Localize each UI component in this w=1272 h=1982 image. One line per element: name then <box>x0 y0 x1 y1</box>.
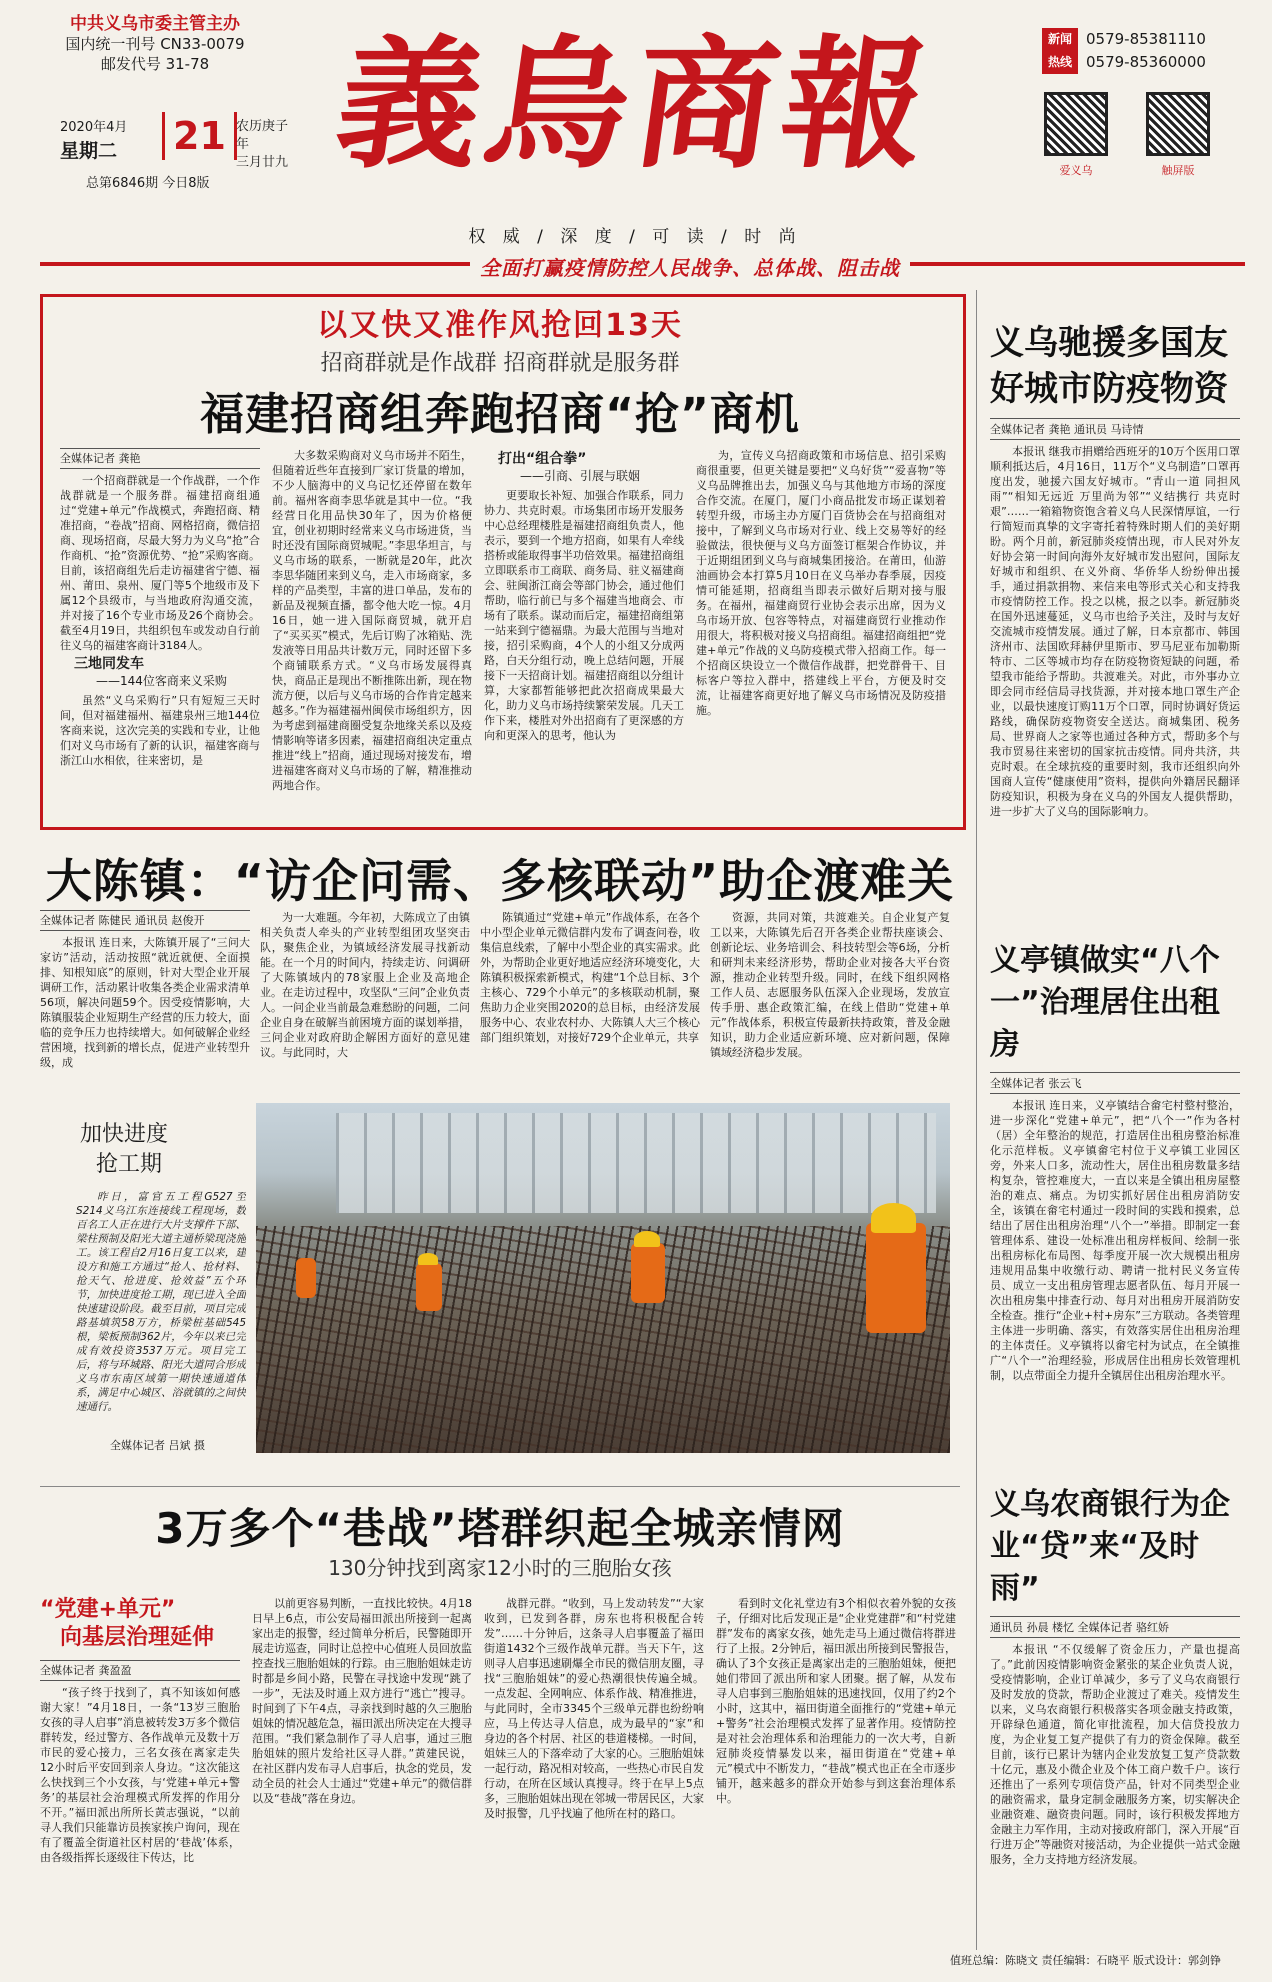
date-year-month: 2020年4月 <box>60 120 128 135</box>
story-1-col-1 <box>60 448 260 808</box>
story-1-byline: 全媒体记者 龚艳 <box>60 448 260 469</box>
story-2-col-3 <box>480 910 700 1095</box>
footer-credit: 值班总编：陈晓文 责任编辑：石晓平 版式设计：郭剑铮 <box>950 1954 1221 1967</box>
right-3-body <box>990 1642 1240 1982</box>
right-1-headline: 义乌驰援多国友好城市防疫物资 <box>990 323 1228 409</box>
hotline-numbers <box>1086 28 1206 74</box>
date-lunar <box>236 118 290 172</box>
photo-caption-text: 昨日，富官五工程G527至S214义乌江东连接线工程现场，数百名工人正在进行大片支撑件下部、梁柱预制及阳光大道主通桥梁现浇施工。该工程自2月16日复工以来，建设方和施工方通过“抢人、抢材料、抢天气、抢进度、抢效益”五个环节，加快进度抢工期，现已进入全面快速建设阶段。截至目前，项目完成路基填筑58万方，桥梁桩基础545根，梁板预制362片，今年以来已完成有效投资3537万元。项目完工后，将与环城路、阳光大道同合形成义乌市东南区域第一期快速通道体系，满足中心城区、浴就镇的之间快速通行。 <box>76 1191 246 1413</box>
date-day: 21 <box>162 112 237 160</box>
masthead-slogan: 权 威 / 深 度 / 可 读 / 时 尚 <box>468 227 802 247</box>
right-story-2 <box>990 940 1240 1493</box>
masthead-info <box>40 14 270 74</box>
photo-feature-title-1: 加快进度 <box>80 1122 169 1147</box>
right-story-1 <box>990 320 1240 924</box>
qr-block-1 <box>1044 92 1108 178</box>
qr-label-2: 触屏版 <box>1161 164 1195 177</box>
right-column-rule <box>976 290 977 1950</box>
photo-feature-title <box>80 1120 168 1180</box>
masthead-org: 中共义乌市委主管主办 <box>70 14 240 34</box>
right-2-headline: 义亭镇做实“八个一”治理居住出租房 <box>990 943 1220 1062</box>
masthead-code-1: 国内统一刊号 CN33-0079 <box>65 35 245 53</box>
story-3-text-2: 以前更容易判断，一直找比较快。4月18日早上6点，市公安局福田派出所接到一起离家出走的报警，经过简单分析后，民警随即开展走访巡查，同时让总控中心值班人员回放监控查找三胞胎姐妹的行踪。由三胞胎姐妹走访时都是乡间小路，民警在寻找途中发现“跳了一步”，无法及时通上双方进行“逃亡”搜寻。时间到了下午4点，寻亲找到时越的久三胞胎姐妹的情况越危急，福田派出所决定在大搜寻范围。“我们紧急制作了寻人启事，通过三胞胎姐妹的照片发给社区寻人群。”黄建民说，在社区群内发布寻人启事后，执念的党员，发动全员的社会人士通过“党建+单元”的微信群以及“巷战”落在身边。 <box>252 1597 472 1805</box>
story-1-text-1b: 虽然“义乌采购行”只有短短三天时间，但对福建福州、福建泉州三地144位客商来说，这次完美的实践和专业，让他们对义乌市场有了新的认识，福建客商与浙江山水相依，往来密切，是 <box>60 694 260 767</box>
right-1-text: 本报讯 继我市捐赠给西班牙的10万个医用口罩顺利抵达后，4月16日，11万个“义乌制造”口罩再度出发，驰援六国友好城市。“青山一道 同担风雨”“相知无远近 万里尚为邻”“义结携行 共克时艰”……一箱箱物资饱含着义乌人民深情厚谊，一行行简短而真挚的文字寄托着特殊时期人们的美好期盼。两个月前，新冠肺炎疫情出现，市人民对外友好协会第一时间向海外友好城市发出慰问，国际友好城市和组织、在义外商、华侨华人纷纷伸出援手，通过捐款捐物、来信来电等形式关心和支持我市疫情防控工作。投之以桃，报之以李。新冠肺炎在国外迅速蔓延，义乌市也给予关注，及时与友好交流城市疫情发展。通过了解，日本京都市、韩国济州市、法国欧拜赫伊里斯市、罗马尼亚布加勒斯特市、二区等城市均存在防疫物资短缺的问题，希望我市能给予帮助。共渡难关。对此，市外事办立即会同市经信局寻找货源，并对接本地口罩生产企业，以最快速度订购11万个口罩，同时协调好货运路线，确保防疫物资安全送达。商城集团、税务局、世界商人之家等也通过各种方式，帮助多个与我市贸易往来密切的国家抗击疫情。同舟共济，共克时艰。在全球抗疫的重要时刻，我市还组织向外国商人宣传“健康使用”资料，提供向外籍居民翻译防疫知识，积极为身在义乌的外国友人提供帮助，进一步扩大了义乌的国际影响力。 <box>990 445 1240 818</box>
story-1-text-3: 更要取长补短、加强合作联系，同力协力、共克时艰。市场集团市场开发服务中心总经理楼胜是福建招商组负责人，他表示，要到一个地方招商，如果有人牵线搭桥或能取得事半功倍效果。福建招商组立即联系市工商联、商务局、驻义福建商会、驻闽浙江商会等部门协会，通过他们帮助，临行前已与多个福建当地商会、市场有了联系。谋动而后定，福建招商组第一站来到宁德福鼎。为最大范围与当地对接，招引采购商，4个人的小组又分成两路，白天分组行动，晚上总结问题，开展接下一天招商计划。福建招商组以分组计算，大家都暂能够把此次招商成果最大化，助力义乌市场持续繁荣发展。几天工作下来，楼胜对外出招商有了更深感的方向和更深入的思考，他认为 <box>484 489 684 742</box>
date-box <box>40 112 290 168</box>
photo-feature-title-2: 抢工期 <box>96 1152 163 1177</box>
story-2-col-2 <box>260 910 470 1095</box>
photo-hardhat <box>418 1253 438 1265</box>
phone-2: 0579-85360000 <box>1086 53 1206 71</box>
story-1-sub-1: 三地同发车 <box>74 656 144 672</box>
story-1-sub-1b: ——144位客商来义采购 <box>96 674 227 688</box>
construction-photo <box>256 1103 950 1453</box>
side-head-line-1: “党建+单元” <box>40 1597 176 1622</box>
story-2-col-1 <box>40 910 250 1095</box>
story-3-byline: 全媒体记者 龚盈盈 <box>40 1660 240 1681</box>
qr-code-icon[interactable] <box>1146 92 1210 156</box>
right-3-text: 本报讯 “不仅缓解了资金压力，产量也提高了。”此前因疫情影响资金紧张的某企业负责人说，受疫情影响，企业订单减少，多亏了义乌农商银行及时发放的贷款，帮助企业渡过了难关。疫情发生以来，义乌农商银行积极落实各项金融支持政策，开辟绿色通道，简化审批流程，加大信贷投放力度，为企业复工复产提供了有力的资金保障。截至目前，该行已累计为辖内企业发放复工复产贷款数十亿元，惠及小微企业及个体工商户数千户。该行还推出了一系列专项信贷产品，针对不同类型企业的融资需求，量身定制金融服务方案，切实解决企业融资难、融资贵问题。同时，该行积极发挥地方金融主力军作用，主动对接政府部门，深入开展“百行进万企”等融资对接活动，为企业提供一站式金融服务，全力支持地方经济发展。 <box>990 1643 1240 1866</box>
story-3-side-head <box>40 1596 240 1652</box>
story-3-rule <box>40 1486 960 1487</box>
story-3-col-3 <box>484 1596 704 1946</box>
date-weekday: 星期二 <box>60 140 118 162</box>
hotline-tag-line-1: 新闻 <box>1047 32 1072 46</box>
issue-number: 总第6846期 今日8版 <box>86 176 210 191</box>
hotline-tag <box>1042 28 1078 74</box>
qr-block-2 <box>1146 92 1210 178</box>
qr-label-1: 爱义乌 <box>1059 164 1093 177</box>
story-2-text-3: 陈镇通过“党建+单元”作战体系，在各个中小型企业单元微信群内发布了调查问卷，收集信息线索，了解中小型企业的真实需求。此外，为帮助企业更好地适应经济环境变化，大陈镇积极探索新模式，构建“1个总目标、3个主核心、729个小单元”的多核联动机制，聚焦助力企业突围2020的总目标，由经济发展服务中心、农业农村办、大陈镇人大三个核心部门组织策划，对接好729个企业单元，共享 <box>480 911 700 1044</box>
photo-hardhat <box>634 1231 660 1247</box>
story-1-col-4 <box>696 448 946 808</box>
photo-worker-figure <box>631 1243 665 1303</box>
story-3-subhead: 130分钟找到离家12小时的三胞胎女孩 <box>328 1556 672 1580</box>
masthead-code-2: 邮发代号 31-78 <box>100 55 210 73</box>
story-3-text-4: 看到时文化礼堂边有3个相似衣着外貌的女孩子，仔细对比后发现正是“企业党建群”和“村党建群”发布的离家女孩，她先走马上通过微信将群进行了上报。2分钟后，福田派出所接到民警报告，确认了3个女孩正是离家出走的三胞胎姐妹，便把她们带回了派出所和家人团聚。据了解，从发布寻人启事到三胞胎姐妹的迅速找回，仅用了约2个小时，这其中，福田街道全面推行的“党建+单元+警务”社会治理模式发挥了显著作用。疫情防控是对社会治理体系和治理能力的一次大考，自新冠肺炎疫情暴发以来，福田街道在“党建+单元”模式中不断发力，“巷战”模式也正在全市逐步铺开，越来越多的群众开始参与到这套治理体系中。 <box>716 1597 956 1805</box>
hotline-tag-line-2: 热线 <box>1047 55 1072 69</box>
story-2-text-4: 资源，共同对策，共渡难关。自企业复产复工以来，大陈镇先后召开各类企业帮扶座谈会、创新论坛、业务培训会、科技转型会等6场，分析和研判未来经济形势，帮助企业对接各大平台资源，推动企业转型升级。同时，在线下组织网格工作人员、志愿服务队伍深入企业现场，发放宣传手册、惠企政策汇编，在线上借助“党建+单元”作战体系，积极宣传最新扶持政策，普及金融知识，助力企业适应新环境、应对新问题，保障镇域经济稳步发展。 <box>710 911 950 1059</box>
right-2-body <box>990 1098 1240 1493</box>
story-1-sub-2b: ——引商、引展与联姻 <box>520 469 641 483</box>
right-story-3 <box>990 1484 1240 1982</box>
newspaper-logo: 義烏商報 <box>327 22 943 188</box>
story-3-col-1 <box>40 1660 240 1950</box>
photo-caption <box>76 1190 246 1430</box>
story-2-col-4 <box>710 910 950 1095</box>
right-2-byline: 全媒体记者 张云飞 <box>990 1072 1240 1094</box>
story-1-text-4: 为，宣传义乌招商政策和市场信息、招引采购商很重要，但更关键是要把“义乌好货”“爱喜物”等义乌品牌推出去，加强义乌与其他地方市场的深度合作交流。在厦门，厦门小商品批发市场正谋划着转型升级，市场主办方厦门百货协会在与招商组对接中，了解到义乌市场对行业、线上交易等好的经验做法，很快便与义乌方面签订框架合作协议，并于近期组团到义乌与商城集团接洽。在莆田，仙游油画协会本打算5月10日在义乌举办春季展，因疫情可能延期，招商组当即表示做好后期对接与服务。在福州，福建商贸行业协会表示出席，因为义乌市场开放、包容等特点，对福建商贸行业推动作用很大，将积极对接义乌招商组。福建招商组把“党建+单元”作战的义乌防疫模式带入招商工作。每一个招商区块设立一个微信作战群，把党群骨干、目标客户等拉入群中，搭建线上平台，方便及时交流，让福建客商更好地了解义乌市场情况及防疫措施。 <box>696 449 946 717</box>
right-3-byline: 通讯员 孙晨 楼忆 全媒体记者 骆红娇 <box>990 1616 1240 1638</box>
photo-credit: 全媒体记者 吕斌 摄 <box>110 1439 205 1452</box>
side-head-line-2: 向基层治理延伸 <box>60 1625 215 1650</box>
right-1-byline: 全媒体记者 龚艳 通讯员 马诗情 <box>990 418 1240 440</box>
story-1-headline: 福建招商组奔跑招商“抢”商机 <box>200 389 800 440</box>
story-1-text-1: 一个招商群就是一个作战群，一个作战群就是一个服务群。福建招商组通过“党建+单元”作战模式，奔跑招商、精准招商，“卷战”招商、网格招商，微信招商、现场招商，尽最大努力为义乌“抢”合作商机、“抢”资源优势、“抢”采购客商。目前，该招商组先后走访福建省宁德、福州、莆田、泉州、厦门等5个地级市及下属12个县级市，与当地政府沟通交流，并对接了16个专业市场及26个商协会。截至4月19日，共组织包车或发动自行前往义乌的福建客商计3184人。 <box>60 474 260 652</box>
story-1-col-2 <box>272 448 472 808</box>
story-2-text-1: 本报讯 连日来，大陈镇开展了“三问大家访”活动，活动按照“就近就便、全面摸排、知根知底”的原则，针对大型企业开展调研工作，活动累计收集各类企业需求清单56项，解决问题59个。因受疫情影响，大陈镇服装企业短期生产经营的压力较大，面临的竞争压力也持续增大。如何破解企业经营困境，找到新的增长点，促进产业转型升级，成 <box>40 936 250 1069</box>
photo-steel-hall <box>336 1113 936 1213</box>
right-3-headline: 义乌农商银行为企业“贷”来“及时雨” <box>990 1487 1230 1606</box>
lunar-line-1: 农历庚子年 <box>236 119 289 152</box>
photo-worker-figure <box>416 1263 442 1311</box>
right-2-text: 本报讯 连日来，义亭镇结合畲宅村整村整治，进一步深化“党建+单元”，把“八个一”作为各村（居）全年整治的规范，打造居住出租房整治标准化示范样板。义亭镇畲宅村位于义亭镇工业园区旁，外来人口多，流动性大，居住出租房数量多结构复杂，管控难度大，一直以来是全镇出租房屋整治的难点、痛点。为切实抓好居住出租房消防安全，该镇在畲宅村通过一段时间的实践和摸索，总结出了居住出租房治理“八个一”举措。即制定一套管理体系、建设一处标准出租房样板间、绘制一张出租房标化布局图、每季度开展一次大规模出租房违规用品集中收缴行动、聘请一批村民义务宣传员、成立一支出租房管理志愿者队伍、每月开展一次出租房集中排查行动、每月对出租房开展消防安全检查。推行“企业+村+房东”三方联动。各类管理主体进一步明确、落实，有效落实居住出租房治理的主体责任。义亭镇将以畲宅村为试点，在全镇推广“八个一”治理经验，形成居住出租房长效管理机制，以点带面全力提升全镇居住出租房治理水平。 <box>990 1099 1240 1382</box>
campaign-banner: 全面打赢疫情防控人民战争、总体战、阻击战 <box>470 252 910 281</box>
story-3-headline: 3万多个“巷战”塔群织起全城亲情网 <box>155 1504 845 1553</box>
photo-worker-figure <box>296 1258 316 1298</box>
qr-code-icon[interactable] <box>1044 92 1108 156</box>
story-1-kicker: 以又快又准作风抢回13天 <box>317 308 683 343</box>
right-1-body <box>990 444 1240 924</box>
story-2-text-2: 为一大难题。今年初，大陈成立了由镇相关负责人牵头的产业转型组团攻坚突击队，聚焦企业，为镇域经济发展寻找新动能。在一个月的时间内，持续走访、问调研了大陈镇域内的78家服上企业及高地企业。在走访过程中，攻坚队“三问”企业负责人。一问企业当前最急难愁盼的问题，二问企业自身在破解当前困境方面的谋划举措，三问企业对政府助企解困方面好的意见建议。与此同时，大 <box>260 911 470 1059</box>
story-1-sub-2: 打出“组合拳” <box>498 451 587 467</box>
story-2-byline: 全媒体记者 陈健民 通讯员 赵俊开 <box>40 910 250 931</box>
story-3-text-3: 战群元群。“收到，马上发动转发”“大家收到，已发到各群，房东也将积极配合转发”……十分钟后，这条寻人启事覆盖了福田街道1432个三级作战单元群。当天下午，这则寻人启事迅速刷爆全市民的微信朋友圈，寻找“三胞胎姐妹”的爱心热潮很快传遍全城。一点发起、全网响应、体系作战、精准推进，与此同时，全市3345个三级单元群也纷纷响应，马上传达寻人信息，成为最早的“家”和身边的各个村居、社区的巷道楼梯。一时间，姐妹三人的下落牵动了大家的心。三胞胎姐妹一起行动，路况相对较高，一些热心市民自发行动，在所在区域认真搜寻。终于在早上5点多，三胞胎姐妹出现在邻城一带居民区，大家及时报警，几乎找遍了他所在村的路口。 <box>484 1597 704 1820</box>
photo-worker-figure <box>866 1223 926 1333</box>
photo-hardhat <box>871 1203 916 1233</box>
phone-1: 0579-85381110 <box>1086 30 1206 48</box>
photo-rebar-grid <box>256 1226 950 1454</box>
story-3-col-2 <box>252 1596 472 1946</box>
story-1-subhead: 招商群就是作战群 招商群就是服务群 <box>320 351 680 376</box>
story-2-headline: 大陈镇：“访企问需、多核联动”助企渡难关 <box>45 854 955 908</box>
story-1-col-3 <box>484 448 684 808</box>
story-3-text-1: “孩子终于找到了，真不知该如何感谢大家！”4月18日，一条“13岁三胞胎女孩的寻人启事”消息被转发3万多个微信群转发，经过警方、各作战单元及数十万市民的爱心接力，三名女孩在离家走失12小时后平安回到亲人身边。“这次能这么快找到三个小女孩，与‘党建+单元+警务’的基层社会治理模式所发挥的作用分不开。”福田派出所所长黄志强说，“以前寻人我们只能靠访员挨家挨户询问，现在有了覆盖全街道社区村居的‘巷战’体系，由各级指挥长逐级往下传达，比 <box>40 1686 240 1864</box>
lunar-line-2: 三月廿九 <box>236 155 289 170</box>
story-1-text-2: 大多数采购商对义乌市场并不陌生，但随着近些年直接到厂家订货量的增加，不少人脑海中的义乌记忆还停留在数年前。福州客商李思华就是其中一位。“我经营日化用品快30年了，因为价格便宜，创业初期时经常来义乌市场进货，当时还没有国际商贸城呢。”李思华坦言，与义乌市场的联系，一断就是20年，此次李思华随团来到义乌，走入市场商家，多样的产品类型，丰富的进口单品，发布的新品及视频直播，都令他大吃一惊。4月16日，她一进入国际商贸城，就开启了“买买买”模式，先后订购了冰箱贴、洗发液等日用品共计数万元，同时还留下多个商铺联系方式。“义乌市场发展得真快，商品正是现出不断推陈出新，现在物流方便，以后与义乌市场的合作肯定越来越多。”作为福建福州闽侯市场组织方，因为考虑到福建商圈受复杂地缘关系以及疫情影响等诸多因素，福建招商组决定重点推进“线上”招商，通过现场对接发布，增进福建客商对义乌市场的了解，精准推动两地合作。 <box>272 449 472 792</box>
story-3-col-4 <box>716 1596 956 1946</box>
